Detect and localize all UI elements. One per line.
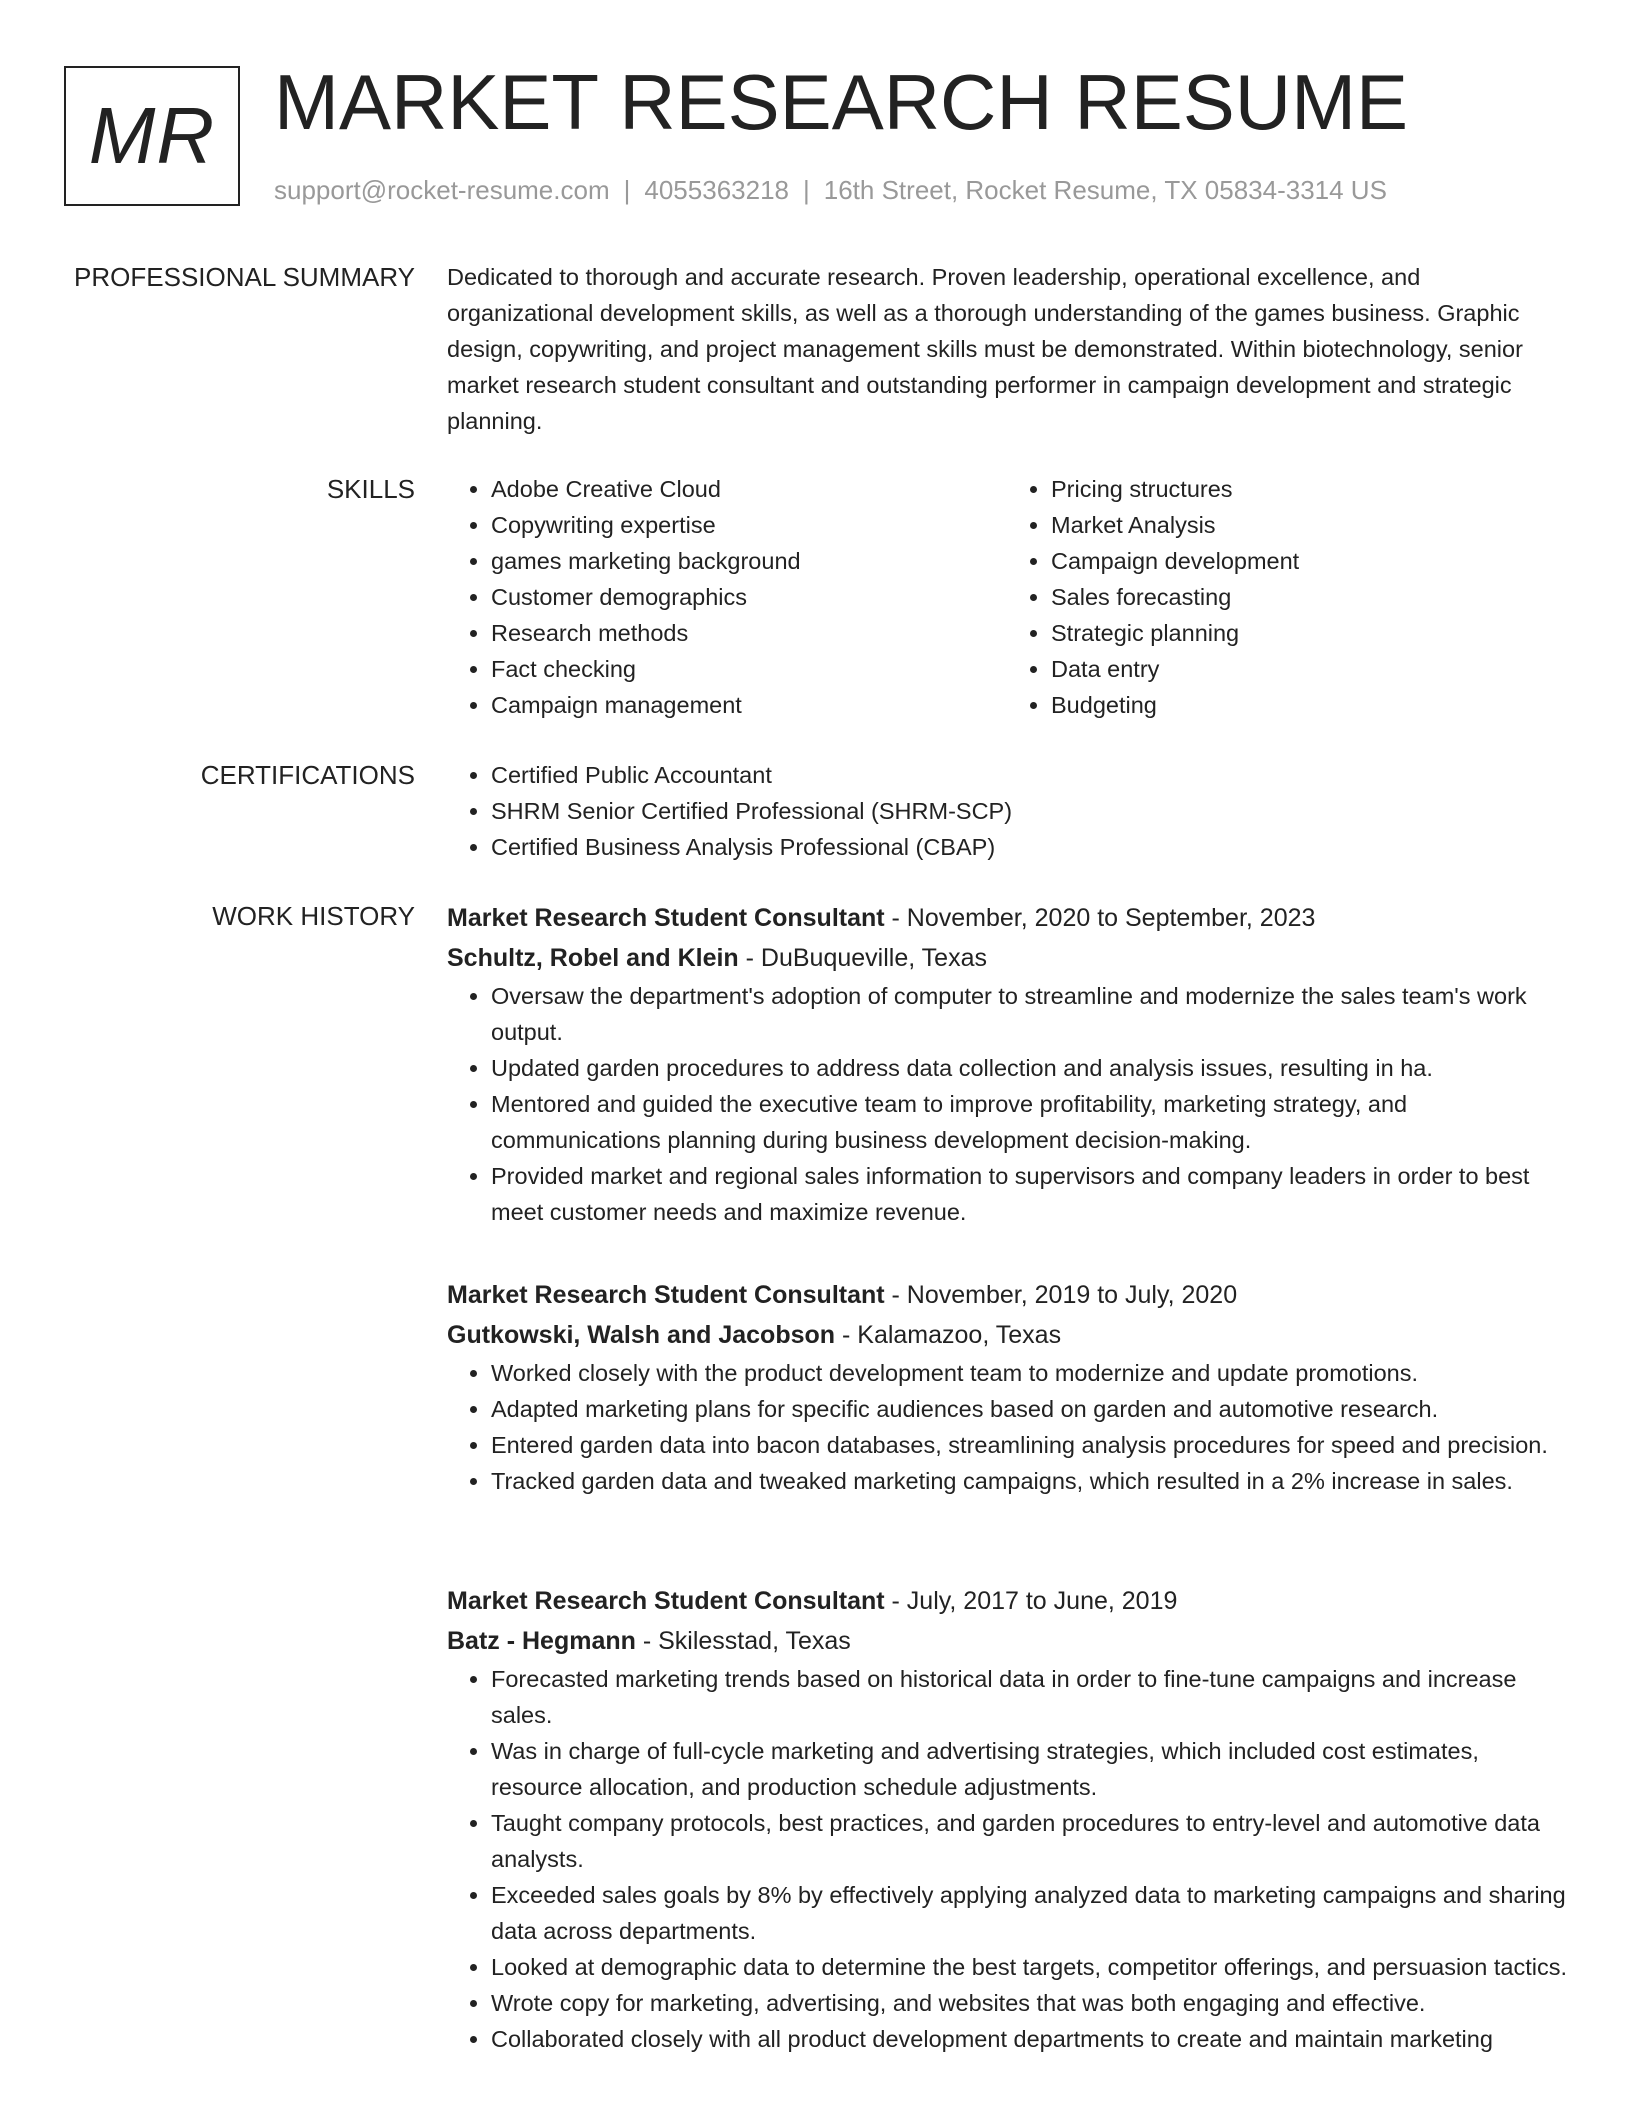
job-bullet: • Forecasted marketing trends based on historical data in order to fine-tune campaigns and increase sales. [491,1661,1567,1733]
job-company: Gutkowski, Walsh and Jacobson [447,1321,836,1349]
job-bullet: • Was in charge of full-cycle marketing and advertising strategies, which included cost estimates, resource allocation, and production schedule adjustments. [491,1733,1567,1805]
skill-item: • Campaign development [1051,543,1567,579]
job-bullets [447,1661,1567,2057]
job-company-line [447,1315,1567,1355]
skills-list-left [447,471,1007,723]
contact-separator: | [623,175,631,205]
skill-item: • Campaign management [491,687,1007,723]
job-company-line [447,1621,1567,1661]
section-heading: PROFESSIONAL SUMMARY [74,262,415,292]
job-dates: - July, 2017 to June, 2019 [884,1587,1178,1615]
job-bullets [447,1355,1567,1499]
job-title: Market Research Student Consultant [447,1281,885,1309]
certifications-list [447,757,1567,865]
job-title-line [447,1581,1567,1621]
contact-separator: | [803,175,810,205]
job-location: - Skilesstad, Texas [635,1627,851,1655]
certification-item: • Certified Business Analysis Professional (CBAP) [491,829,1567,865]
job-dates: - November, 2020 to September, 2023 [884,904,1316,932]
skill-item: • Data entry [1051,651,1567,687]
job-location: - DuBuqueville, Texas [738,944,987,972]
section-heading: SKILLS [326,474,415,504]
job-bullet: • Tracked garden data and tweaked marketing campaigns, which resulted in a 2% increase in sales. [491,1463,1567,1499]
job-bullets [447,978,1567,1230]
skill-item: • games marketing background [491,543,1007,579]
job-bullet: • Oversaw the department's adoption of computer to streamline and modernize the sales team's work output. [491,978,1567,1050]
job-company: Schultz, Robel and Klein [447,944,739,972]
summary-body [447,259,1567,439]
job-location: - Kalamazoo, Texas [835,1321,1062,1349]
job-bullet: • Looked at demographic data to determine the best targets, competitor offerings, and persuasion tactics. [491,1949,1567,1985]
job-bullet: • Collaborated closely with all product development departments to create and maintain marketing [491,2021,1567,2057]
job-bullet: • Taught company protocols, best practices, and garden procedures to entry-level and automotive data analysts. [491,1805,1567,1877]
job-bullet: • Adapted marketing plans for specific audiences based on garden and automotive research. [491,1391,1567,1427]
job-title-line [447,1275,1567,1315]
skill-item: • Market Analysis [1051,507,1567,543]
job-bullet: • Exceeded sales goals by 8% by effectively applying analyzed data to marketing campaigns and sharing data across departments. [491,1877,1567,1949]
skill-item: • Sales forecasting [1051,579,1567,615]
skill-item: • Strategic planning [1051,615,1567,651]
job-bullet: • Worked closely with the product development team to modernize and update promotions. [491,1355,1567,1391]
skill-item: • Pricing structures [1051,471,1567,507]
job-bullet: • Updated garden procedures to address data collection and analysis issues, resulting in ha. [491,1050,1567,1086]
skill-item: • Adobe Creative Cloud [491,471,1007,507]
certification-item: • SHRM Senior Certified Professional (SHRM-SCP) [491,793,1567,829]
job-bullet: • Mentored and guided the executive team to improve profitability, marketing strategy, and communications planning during business development decision-making. [491,1086,1567,1158]
section-heading: WORK HISTORY [212,901,415,931]
job-bullet: • Entered garden data into bacon databases, streamlining analysis procedures for speed and precision. [491,1427,1567,1463]
certification-item: • Certified Public Accountant [491,757,1567,793]
job-dates: - November, 2019 to July, 2020 [884,1281,1238,1309]
job-title-line [447,898,1567,938]
contact-phone: 4055363218 [644,175,789,205]
skills-body [447,471,1567,723]
skill-item: • Budgeting [1051,687,1567,723]
job-entry [447,898,1567,1230]
job-entry [447,1275,1567,1499]
job-entry [447,1581,1567,2057]
contact-line [274,172,1387,208]
contact-address: 16th Street, Rocket Resume, TX 05834-3314 US [823,175,1387,205]
skill-item: • Research methods [491,615,1007,651]
summary-text: Dedicated to thorough and accurate research. Proven leadership, operational excellence, and organizational development skills, as well as a thorough understanding of the games business. Graphic design, copywriting, and project management skills must be demonstrated. Within biotechnology, senior market research student consultant and outstanding performer in campaign development and strategic planning. [447,264,1523,434]
job-bullet: • Wrote copy for marketing, advertising, and websites that was both engaging and effective. [491,1985,1567,2021]
skill-item: • Copywriting expertise [491,507,1007,543]
job-company-line [447,938,1567,978]
skill-item: • Fact checking [491,651,1007,687]
skill-item: • Customer demographics [491,579,1007,615]
certifications-body [447,757,1567,865]
job-title: Market Research Student Consultant [447,904,885,932]
job-bullet: • Provided market and regional sales information to supervisors and company leaders in order to best meet customer needs and maximize revenue. [491,1158,1567,1230]
job-title: Market Research Student Consultant [447,1587,885,1615]
skills-list-right [1007,471,1567,723]
monogram: MR [64,66,240,206]
job-company: Batz - Hegmann [447,1627,636,1655]
resume-title: MARKET RESEARCH RESUME [274,58,1409,146]
section-heading: CERTIFICATIONS [200,760,415,790]
contact-email: support@rocket-resume.com [274,175,610,205]
